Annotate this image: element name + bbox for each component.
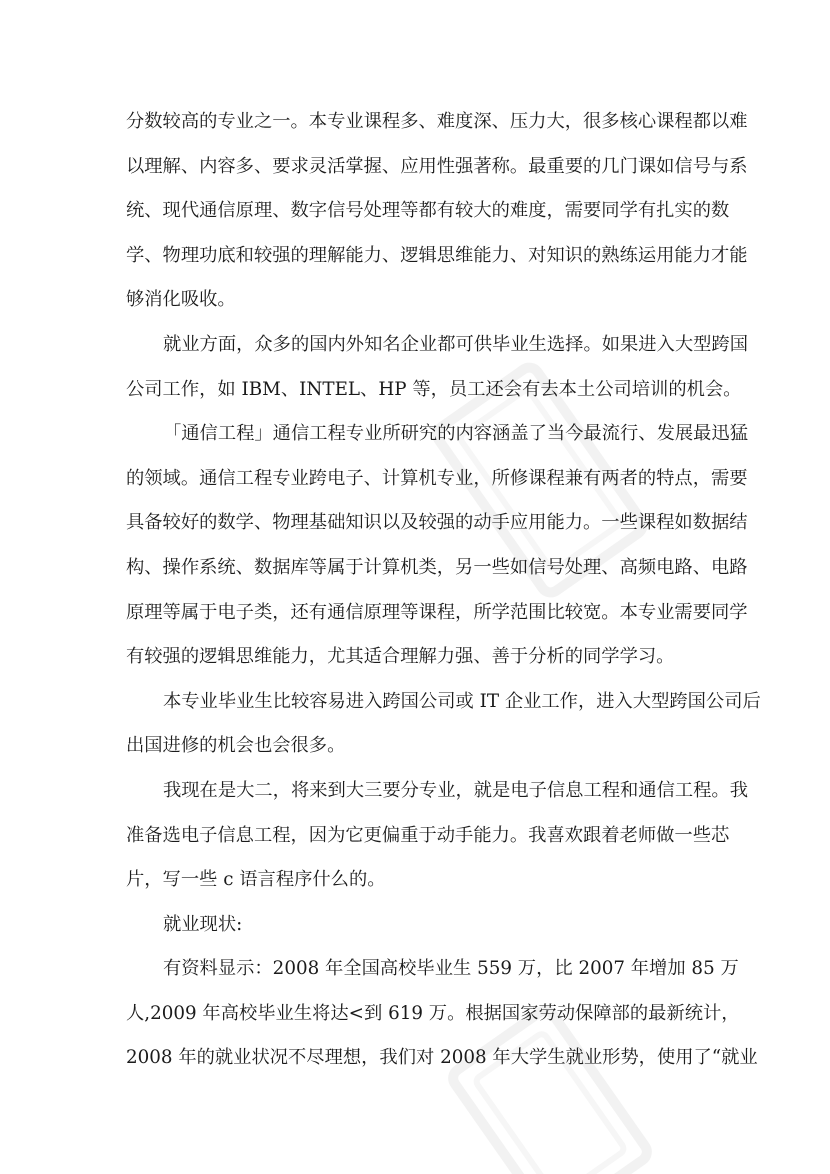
text-line: 够消化吸收。 [126,289,236,311]
text-line: 就业现状: [163,913,243,935]
text-line: 人,2009 年高校毕业生将达<到 619 万。根据国家劳动保障部的最新统计， [126,1002,740,1024]
text-line: 片，写一些 c 语言程序什么的。 [126,869,386,891]
text-line: 我现在是大二，将来到大三要分专业，就是电子信息工程和通信工程。我 [163,779,748,801]
text-line: 的领域。通信工程专业跨电子、计算机专业，所修课程兼有两者的特点，需要 [126,467,748,489]
text-line: 统、现代通信原理、数字信号处理等都有较大的难度，需要同学有扎实的数 [126,200,730,222]
text-line: 具备较好的数学、物理基础知识以及较强的动手应用能力。一些课程如数据结 [126,512,748,534]
text-line: 2008 年的就业状况不尽理想，我们对 2008 年大学生就业形势，使用了“就业 [126,1047,758,1069]
text-line: 分数较高的专业之一。本专业课程多、难度深、压力大，很多核心课程都以难 [126,111,748,132]
text-line: 有资料显示：2008 年全国高校毕业生 559 万，比 2007 年增加 85 万 [163,958,739,980]
text-line: 构、操作系统、数据库等属于计算机类，另一些如信号处理、高频电路、电路 [126,556,748,578]
text-line: 原理等属于电子类，还有通信原理等课程，所学范围比较宽。本专业需要同学 [126,601,748,623]
document-body [126,100,761,1081]
text-line: 学、物理功底和较强的理解能力、逻辑思维能力、对知识的熟练运用能力才能 [126,244,748,266]
text-line: 准备选电子信息工程，因为它更偏重于动手能力。我喜欢跟着老师做一些芯 [126,824,730,846]
text-line: 有较强的逻辑思维能力，尤其适合理解力强、善于分析的同学学习。 [126,646,675,668]
text-line: 出国进修的机会也会很多。 [126,735,346,757]
text-line: 「通信工程」通信工程专业所研究的内容涵盖了当今最流行、发展最迅猛 [163,423,748,445]
text-line: 以理解、内容多、要求灵活掌握、应用性强著称。最重要的几门课如信号与系 [126,155,748,177]
text-line: 公司工作，如 IBM、INTEL、HP 等，员工还会有去本土公司培训的机会。 [126,378,742,400]
text-line: 就业方面，众多的国内外知名企业都可供毕业生选择。如果进入大型跨国 [163,333,748,355]
text-line: 本专业毕业生比较容易进入跨国公司或 IT 企业工作，进入大型跨国公司后 [163,690,761,712]
